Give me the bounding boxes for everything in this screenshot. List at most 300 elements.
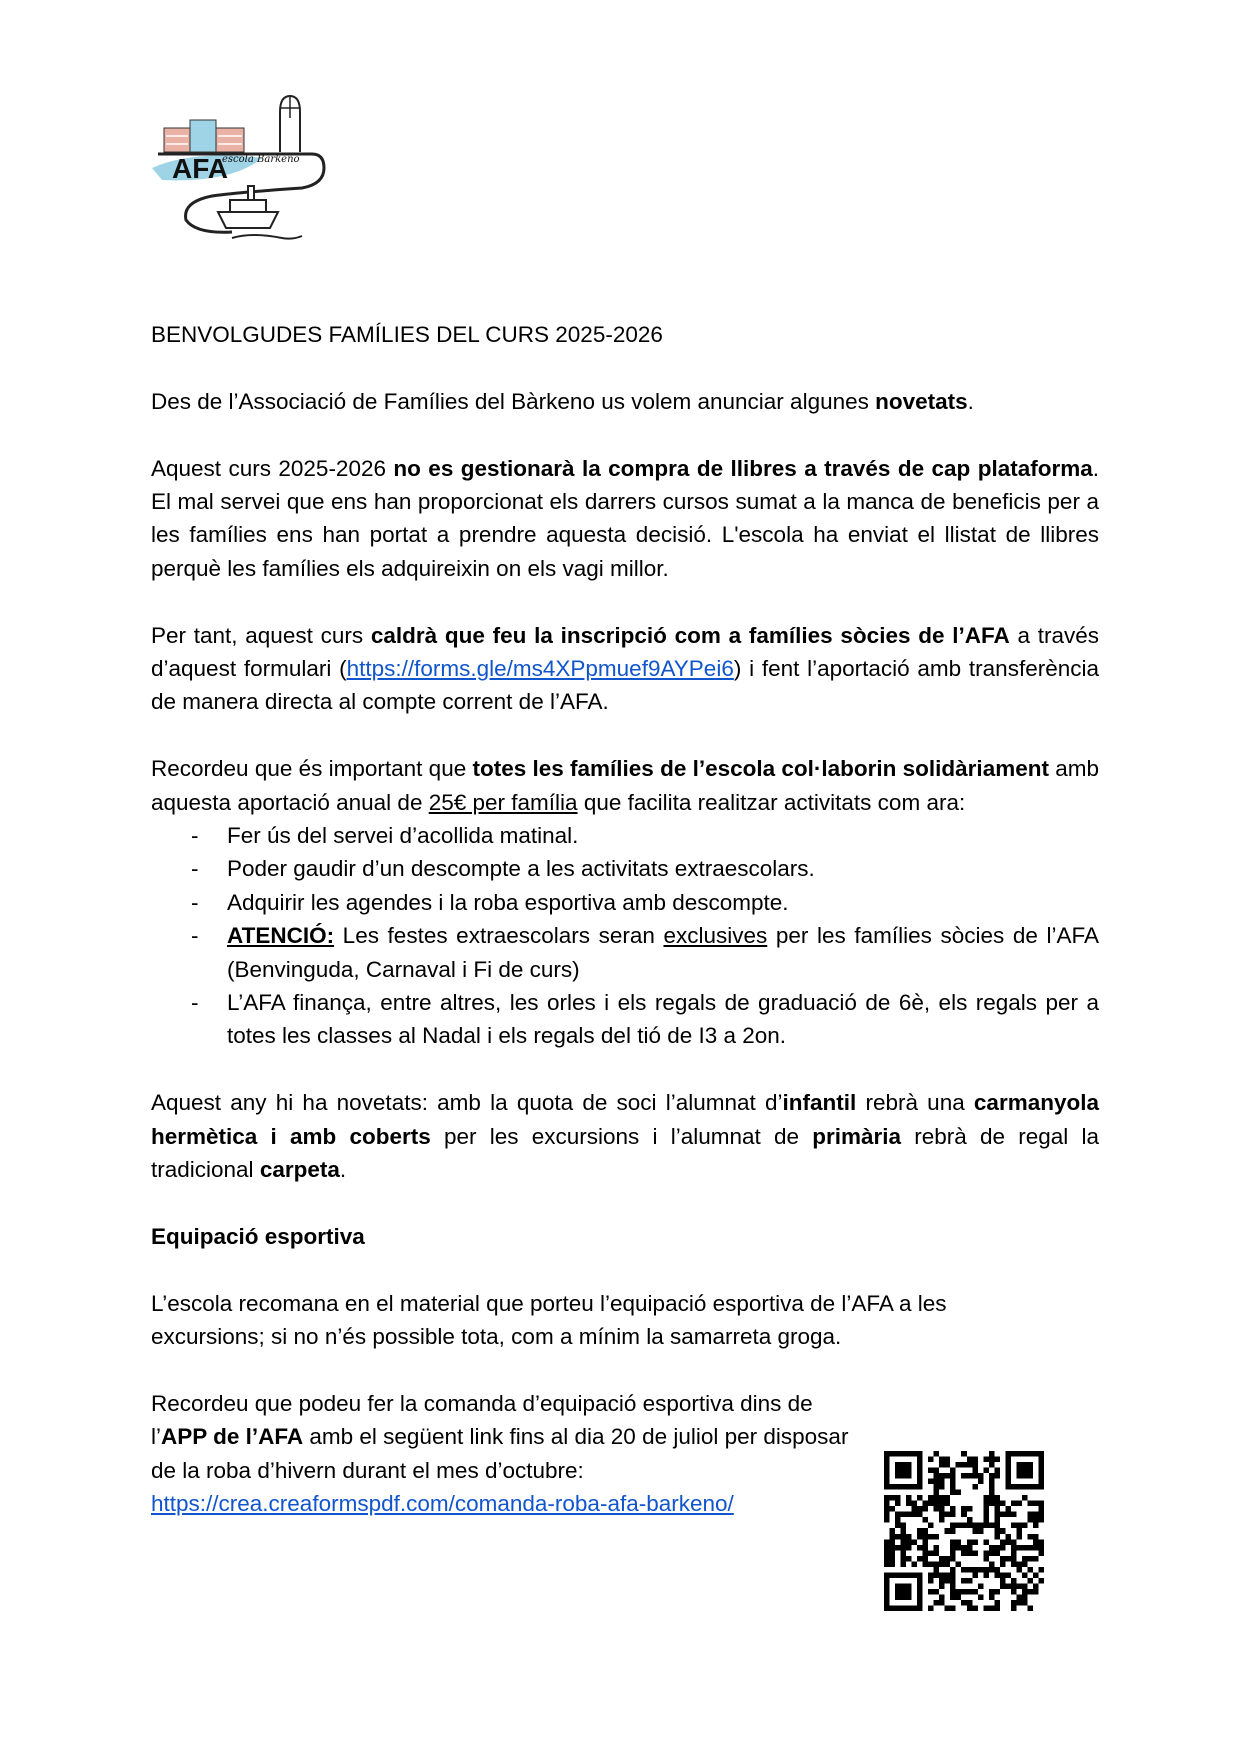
qr-module	[1016, 1473, 1022, 1479]
qr-module	[906, 1605, 912, 1611]
qr-module	[934, 1506, 940, 1512]
qr-module	[895, 1589, 901, 1595]
qr-module	[994, 1572, 1000, 1578]
qr-module	[1005, 1479, 1011, 1485]
qr-module	[994, 1512, 1000, 1518]
qr-module	[906, 1556, 912, 1562]
qr-module	[945, 1512, 951, 1518]
qr-module	[934, 1550, 940, 1556]
qr-module	[928, 1479, 934, 1485]
qr-module	[1005, 1583, 1011, 1589]
qr-module	[1038, 1539, 1044, 1545]
qr-module	[901, 1473, 907, 1479]
list-item: - Fer ús del servei d’acollida matinal.	[191, 823, 579, 849]
qr-module	[983, 1457, 989, 1463]
qr-module	[912, 1512, 918, 1518]
qr-module	[956, 1589, 962, 1595]
qr-module	[1038, 1468, 1044, 1474]
qr-module	[1038, 1484, 1044, 1490]
qr-module	[961, 1567, 967, 1573]
qr-module	[917, 1512, 923, 1518]
qr-module	[989, 1567, 995, 1573]
qr-module	[939, 1495, 945, 1501]
qr-module	[884, 1517, 890, 1523]
qr-module	[994, 1605, 1000, 1611]
qr-code[interactable]	[884, 1451, 1044, 1611]
svg-text:AFA: AFA	[172, 153, 228, 184]
qr-module	[901, 1572, 907, 1578]
qr-module	[901, 1545, 907, 1551]
qr-module	[901, 1462, 907, 1468]
qr-module	[923, 1561, 929, 1567]
qr-module	[972, 1528, 978, 1534]
qr-module	[917, 1594, 923, 1600]
qr-module	[1033, 1484, 1039, 1490]
qr-module	[912, 1451, 918, 1457]
qr-module	[989, 1561, 995, 1567]
qr-module	[967, 1462, 973, 1468]
qr-module	[967, 1545, 973, 1551]
qr-module	[917, 1462, 923, 1468]
qr-module	[1022, 1594, 1028, 1600]
qr-module	[978, 1567, 984, 1573]
qr-module	[895, 1462, 901, 1468]
qr-module	[1011, 1512, 1017, 1518]
qr-module	[989, 1594, 995, 1600]
qr-module	[983, 1539, 989, 1545]
qr-module	[972, 1605, 978, 1611]
qr-module	[906, 1539, 912, 1545]
qr-module	[884, 1594, 890, 1600]
qr-module	[989, 1490, 995, 1496]
qr-module	[890, 1572, 896, 1578]
qr-module	[1027, 1451, 1033, 1457]
qr-module	[1011, 1545, 1017, 1551]
qr-module	[978, 1583, 984, 1589]
qr-module	[1022, 1484, 1028, 1490]
qr-module	[901, 1528, 907, 1534]
qr-module	[945, 1462, 951, 1468]
qr-module	[950, 1545, 956, 1551]
qr-module	[945, 1556, 951, 1562]
qr-module	[1016, 1594, 1022, 1600]
qr-module	[950, 1512, 956, 1518]
qr-module	[884, 1561, 890, 1567]
qr-module	[1005, 1506, 1011, 1512]
qr-module	[939, 1457, 945, 1463]
qr-module	[1027, 1589, 1033, 1595]
qr-module	[906, 1545, 912, 1551]
qr-module	[956, 1490, 962, 1496]
qr-module	[1005, 1539, 1011, 1545]
qr-module	[895, 1534, 901, 1540]
qr-module	[983, 1512, 989, 1518]
list-item: - Poder gaudir d’un descompte a les activitats extraescolars.	[191, 856, 815, 882]
qr-module	[895, 1501, 901, 1507]
qr-module	[901, 1550, 907, 1556]
qr-module	[1022, 1589, 1028, 1595]
qr-module	[884, 1468, 890, 1474]
qr-module	[978, 1594, 984, 1600]
qr-module	[1022, 1545, 1028, 1551]
qr-module	[906, 1468, 912, 1474]
qr-module	[994, 1457, 1000, 1463]
qr-module	[895, 1605, 901, 1611]
qr-module	[884, 1451, 890, 1457]
qr-module	[950, 1605, 956, 1611]
qr-module	[945, 1495, 951, 1501]
qr-module	[1011, 1556, 1017, 1562]
qr-module	[890, 1528, 896, 1534]
qr-module	[884, 1550, 890, 1556]
qr-module	[1027, 1468, 1033, 1474]
qr-module	[945, 1457, 951, 1463]
qr-module	[978, 1528, 984, 1534]
qr-module	[967, 1589, 973, 1595]
qr-module	[950, 1550, 956, 1556]
qr-module	[934, 1545, 940, 1551]
qr-module	[1000, 1545, 1006, 1551]
qr-module	[1033, 1512, 1039, 1518]
qr-module	[884, 1473, 890, 1479]
qr-module	[895, 1495, 901, 1501]
qr-module	[901, 1583, 907, 1589]
qr-module	[928, 1534, 934, 1540]
qr-module	[1000, 1501, 1006, 1507]
qr-module	[895, 1451, 901, 1457]
qr-module	[1011, 1523, 1017, 1529]
qr-module	[923, 1528, 929, 1534]
qr-module	[950, 1567, 956, 1573]
qr-module	[928, 1501, 934, 1507]
qr-module	[895, 1468, 901, 1474]
qr-module	[895, 1484, 901, 1490]
qr-module	[1016, 1528, 1022, 1534]
qr-module	[928, 1457, 934, 1463]
qr-module	[994, 1473, 1000, 1479]
qr-module	[967, 1457, 973, 1463]
qr-module	[934, 1501, 940, 1507]
qr-module	[1016, 1523, 1022, 1529]
qr-module	[923, 1545, 929, 1551]
qr-module	[994, 1600, 1000, 1606]
qr-module	[967, 1605, 973, 1611]
qr-module	[895, 1572, 901, 1578]
qr-module	[939, 1594, 945, 1600]
sportswear-paragraph: L’escola recomana en el material que porteu l’equipació esportiva de l’AFA a les excursions; si no n’és possible tota, com a mínim la samarreta groga.	[151, 1290, 947, 1350]
qr-module	[961, 1550, 967, 1556]
qr-module	[906, 1462, 912, 1468]
qr-module	[1027, 1501, 1033, 1507]
qr-module	[906, 1534, 912, 1540]
qr-module	[994, 1534, 1000, 1540]
qr-module	[1038, 1517, 1044, 1523]
qr-module	[890, 1534, 896, 1540]
qr-module	[901, 1594, 907, 1600]
qr-module	[989, 1462, 995, 1468]
qr-module	[1011, 1484, 1017, 1490]
qr-module	[1038, 1462, 1044, 1468]
qr-module	[934, 1561, 940, 1567]
qr-module	[989, 1484, 995, 1490]
qr-module	[906, 1495, 912, 1501]
list-item: - Adquirir les agendes i la roba esportiva amb descompte.	[191, 889, 789, 915]
qr-module	[917, 1473, 923, 1479]
qr-module	[934, 1473, 940, 1479]
qr-module	[1016, 1468, 1022, 1474]
qr-module	[1005, 1473, 1011, 1479]
qr-module	[994, 1567, 1000, 1573]
books-paragraph: Aquest curs 2025-2026 no es gestionarà la compra de llibres a través de cap plataforma. El mal servei que ens han proporcionat els darrers cursos sumat a la manca de beneficis per a les famílies ens han portat a prendre aquesta decisió. L'escola ha enviat el llistat de llibres perquè les famílies els adquireixin on els vagi millor.	[151, 455, 1099, 581]
qr-module	[1011, 1550, 1017, 1556]
qr-module	[1022, 1523, 1028, 1529]
qr-module	[1033, 1556, 1039, 1562]
qr-module	[950, 1468, 956, 1474]
qr-module	[939, 1484, 945, 1490]
qr-module	[1038, 1451, 1044, 1457]
qr-module	[906, 1594, 912, 1600]
qr-module	[1038, 1578, 1044, 1584]
qr-module	[1027, 1534, 1033, 1540]
qr-module	[884, 1545, 890, 1551]
qr-module	[939, 1578, 945, 1584]
qr-module	[1016, 1462, 1022, 1468]
qr-module	[1000, 1539, 1006, 1545]
qr-module	[901, 1589, 907, 1595]
qr-module	[1033, 1451, 1039, 1457]
qr-module	[912, 1561, 918, 1567]
qr-module	[978, 1479, 984, 1485]
qr-module	[1016, 1451, 1022, 1457]
qr-module	[1038, 1567, 1044, 1573]
qr-module	[934, 1567, 940, 1573]
list-item: - L’AFA finança, entre altres, les orles i els regals de graduació de 6è, els regals per a totes les classes al Nadal i els regals del tió de I3 a 2on.	[191, 990, 1099, 1049]
qr-module	[1016, 1484, 1022, 1490]
qr-module	[917, 1545, 923, 1551]
qr-module	[994, 1550, 1000, 1556]
form-link[interactable]: https://forms.gle/ms4XPpmuef9AYPei6	[346, 656, 734, 682]
qr-module	[956, 1462, 962, 1468]
qr-module	[906, 1501, 912, 1507]
qr-module	[1005, 1468, 1011, 1474]
qr-module	[1016, 1534, 1022, 1540]
qr-module	[967, 1567, 973, 1573]
qr-module	[994, 1528, 1000, 1534]
qr-module	[989, 1479, 995, 1485]
qr-module	[917, 1600, 923, 1606]
qr-module	[972, 1462, 978, 1468]
qr-module	[1000, 1512, 1006, 1518]
qr-module	[1038, 1506, 1044, 1512]
qr-module	[884, 1501, 890, 1507]
qr-module	[956, 1561, 962, 1567]
qr-module	[1016, 1583, 1022, 1589]
qr-module	[983, 1572, 989, 1578]
qr-module	[1000, 1583, 1006, 1589]
qr-module	[967, 1517, 973, 1523]
qr-module	[972, 1468, 978, 1474]
qr-module	[890, 1561, 896, 1567]
qr-module	[890, 1506, 896, 1512]
qr-module	[912, 1501, 918, 1507]
qr-module	[917, 1479, 923, 1485]
qr-module	[1011, 1451, 1017, 1457]
qr-module	[961, 1600, 967, 1606]
qr-module	[989, 1605, 995, 1611]
qr-module	[923, 1517, 929, 1523]
qr-module	[1000, 1528, 1006, 1534]
qr-module	[967, 1523, 973, 1529]
letter-title: BENVOLGUDES FAMÍLIES DEL CURS 2025-2026	[151, 322, 663, 347]
qr-module	[912, 1506, 918, 1512]
qr-module	[884, 1484, 890, 1490]
qr-module	[1027, 1545, 1033, 1551]
qr-module	[961, 1506, 967, 1512]
qr-module	[967, 1600, 973, 1606]
qr-module	[884, 1578, 890, 1584]
qr-module	[1027, 1567, 1033, 1573]
qr-module	[1033, 1523, 1039, 1529]
qr-module	[906, 1512, 912, 1518]
section-heading: Equipació esportiva	[151, 1223, 365, 1249]
qr-module	[917, 1589, 923, 1595]
qr-module	[1011, 1539, 1017, 1545]
qr-module	[895, 1517, 901, 1523]
qr-module	[1022, 1572, 1028, 1578]
novelties-paragraph: Aquest any hi ha novetats: amb la quota de soci l’alumnat d’infantil rebrà una carmanyola hermètica i amb coberts per les excursions i l’alumnat de primària rebrà de regal la tradicional carpeta.	[151, 1090, 1099, 1183]
qr-module	[983, 1468, 989, 1474]
qr-module	[1005, 1457, 1011, 1463]
qr-module	[1027, 1605, 1033, 1611]
qr-module	[901, 1468, 907, 1474]
letter-body	[151, 318, 1099, 1554]
qr-module	[917, 1484, 923, 1490]
qr-module	[994, 1545, 1000, 1551]
qr-module	[1027, 1462, 1033, 1468]
qr-module	[1027, 1484, 1033, 1490]
qr-module	[917, 1506, 923, 1512]
qr-module	[989, 1473, 995, 1479]
qr-module	[967, 1473, 973, 1479]
qr-module	[950, 1594, 956, 1600]
qr-module	[961, 1589, 967, 1595]
qr-module	[917, 1556, 923, 1562]
qr-module	[928, 1561, 934, 1567]
qr-module	[1011, 1561, 1017, 1567]
qr-module	[884, 1583, 890, 1589]
qr-module	[890, 1605, 896, 1611]
qr-module	[956, 1545, 962, 1551]
qr-module	[917, 1495, 923, 1501]
qr-module	[939, 1462, 945, 1468]
qr-module	[989, 1451, 995, 1457]
qr-module	[983, 1556, 989, 1562]
qr-module	[956, 1539, 962, 1545]
afa-logo	[152, 88, 344, 258]
qr-module	[983, 1506, 989, 1512]
qr-module	[961, 1545, 967, 1551]
qr-module	[989, 1495, 995, 1501]
qr-module	[906, 1572, 912, 1578]
qr-module	[1022, 1556, 1028, 1562]
qr-module	[961, 1462, 967, 1468]
qr-module	[950, 1506, 956, 1512]
qr-module	[939, 1583, 945, 1589]
qr-module	[950, 1572, 956, 1578]
qr-module	[939, 1501, 945, 1507]
order-link[interactable]: https://crea.creaformspdf.com/comanda-roba-afa-barkeno/	[151, 1491, 734, 1517]
qr-module	[978, 1523, 984, 1529]
qr-module	[989, 1545, 995, 1551]
qr-module	[934, 1451, 940, 1457]
qr-module	[945, 1605, 951, 1611]
qr-module	[1005, 1512, 1011, 1518]
qr-module	[928, 1589, 934, 1595]
qr-module	[1022, 1561, 1028, 1567]
qr-module	[1000, 1561, 1006, 1567]
qr-module	[895, 1512, 901, 1518]
qr-module	[1038, 1479, 1044, 1485]
qr-module	[1011, 1501, 1017, 1507]
qr-module	[950, 1490, 956, 1496]
qr-module	[890, 1545, 896, 1551]
qr-module	[890, 1550, 896, 1556]
qr-module	[1016, 1545, 1022, 1551]
qr-module	[890, 1539, 896, 1545]
qr-module	[983, 1495, 989, 1501]
qr-module	[967, 1506, 973, 1512]
qr-module	[983, 1550, 989, 1556]
qr-module	[945, 1528, 951, 1534]
qr-module	[934, 1490, 940, 1496]
qr-module	[1033, 1517, 1039, 1523]
qr-module	[928, 1523, 934, 1529]
qr-module	[956, 1523, 962, 1529]
qr-module	[917, 1528, 923, 1534]
qr-module	[901, 1605, 907, 1611]
qr-module	[945, 1561, 951, 1567]
qr-module	[917, 1451, 923, 1457]
qr-module	[901, 1561, 907, 1567]
qr-module	[884, 1457, 890, 1463]
qr-module	[939, 1561, 945, 1567]
registration-paragraph: Per tant, aquest curs caldrà que feu la inscripció com a famílies sòcies de l’AFA a través d’aquest formulari (https://forms.gle/ms4XPpmuef9AYPei6) i fent l’aportació amb transferència de manera directa al compte corrent de l’AFA.	[151, 622, 1099, 715]
qr-module	[917, 1534, 923, 1540]
qr-module	[1027, 1517, 1033, 1523]
qr-module	[890, 1495, 896, 1501]
qr-module	[983, 1605, 989, 1611]
qr-module	[884, 1539, 890, 1545]
qr-module	[1005, 1451, 1011, 1457]
qr-module	[1000, 1572, 1006, 1578]
qr-module	[917, 1572, 923, 1578]
qr-module	[934, 1534, 940, 1540]
qr-module	[884, 1556, 890, 1562]
qr-module	[934, 1484, 940, 1490]
qr-module	[934, 1572, 940, 1578]
qr-module	[1022, 1473, 1028, 1479]
qr-module	[906, 1451, 912, 1457]
qr-module	[994, 1517, 1000, 1523]
qr-module	[1038, 1457, 1044, 1463]
qr-module	[923, 1506, 929, 1512]
qr-module	[884, 1495, 890, 1501]
qr-module	[983, 1567, 989, 1573]
qr-module	[901, 1523, 907, 1529]
qr-module	[901, 1534, 907, 1540]
qr-module	[961, 1523, 967, 1529]
qr-module	[994, 1468, 1000, 1474]
